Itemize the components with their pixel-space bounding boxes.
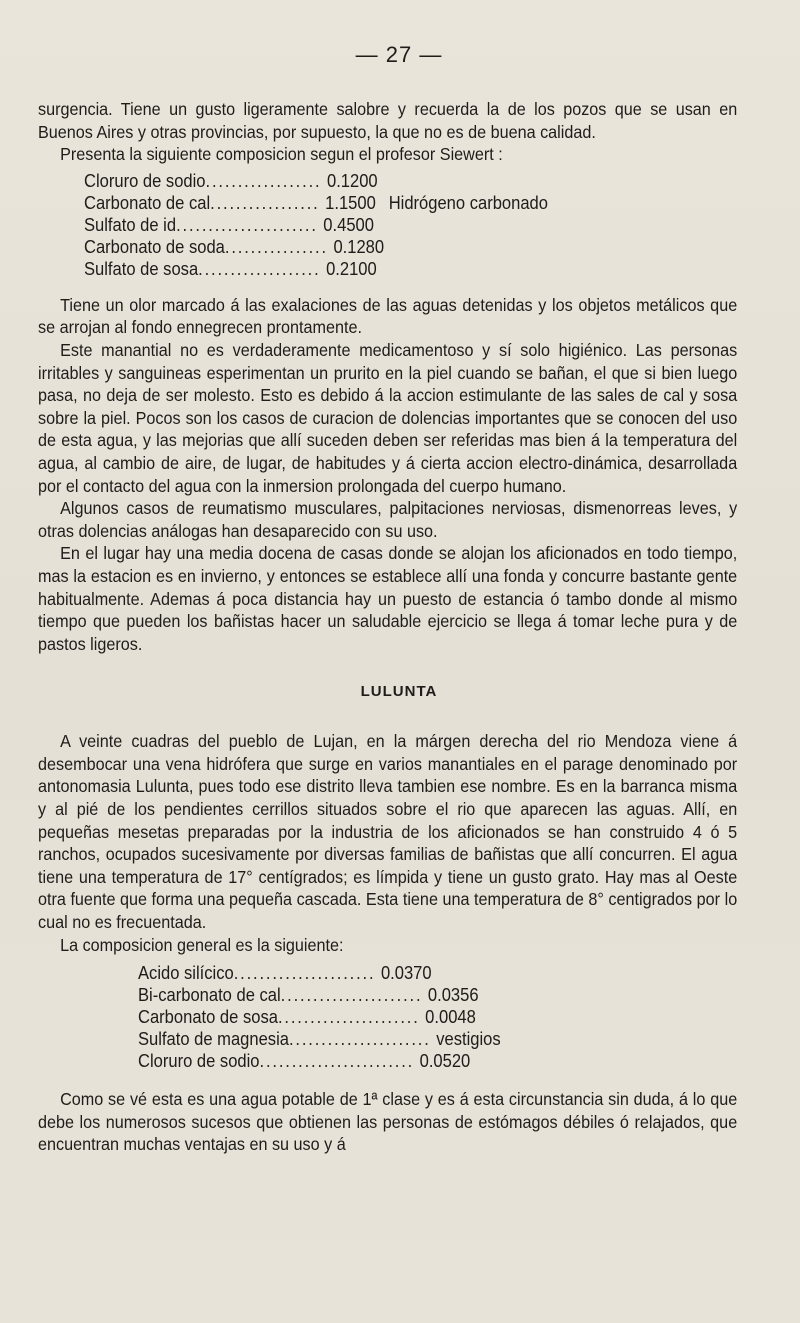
substance-name: Cloruro de sodio [84,170,206,191]
substance-value: 0.0048 [425,1007,476,1028]
leader-dots: ................. [210,192,320,213]
substance-name: Bi-carbonato de cal [138,985,281,1006]
body-paragraph: Tiene un olor marcado á las exalaciones de las aguas detenidas y los objetos metálicos que se arrojan al fondo ennegrecen prontamente. [38,294,738,338]
substance-value: 0.1200 [326,170,378,191]
substance-value: 0.1280 [333,236,385,257]
page-number: — 27 — [355,42,443,67]
closing-paragraph: Como se vé esta es una agua potable de 1ª clase y es á esta circunstancia sin duda, á lo que debe los numerosos sucesos que obtienen las personas de estómagos débiles ó relajados, que encuentran muchas ventajas en su uso y á [38,1089,738,1155]
body-paragraph: A veinte cuadras del pueblo de Lujan, en la márgen derecha del rio Mendoza viene á desembocar una vena hidrófera que surge en varios manantiales en el parage denominado por antonomasia Lulunta, pues todo ese distrito lleva tambien ese nombre. Es en la barranca misma y al pié de los pendientes cerrillos situados sobre el rio que aparecen las aguas. Allí, en pequeñas mesetas preparadas por la industria de los aficionados se han construido 4 ó 5 ranchos, ocupados sucesivamente por diversas familias de bañistas que allí concurren. El agua tiene una temperatura de 17° centígrados; es límpida y tiene un gusto grato. Hay mas al Oeste otra fuente que forma una pequeña cascada. Esta tiene una temperatura de 8° centigrados por lo cual no es frecuentada. [38,731,738,933]
substance-value: vestigios [436,1029,501,1050]
intro-paragraph: surgencia. Tiene un gusto ligeramente salobre y recuerda la de los pozos que se usan en Buenos Aires y otras provincias, por supuesto, la que no es de buena calidad. [38,99,738,142]
leader-dots: ...................... [280,985,423,1006]
substance-name: Sulfato de magnesia [138,1029,289,1050]
leader-dots: .................. [205,170,322,191]
substance-value: 0.0356 [427,985,479,1006]
section-heading: LULUNTA [360,683,438,701]
substance-value: 0.0520 [419,1051,471,1072]
composition-table-2 [138,962,692,1072]
substance-name: Carbonato de soda [84,236,225,257]
composition-intro-1: Presenta la siguiente composicion segun el profesor Siewert : [60,144,503,165]
table-row [84,258,688,280]
body-paragraph: Este manantial no es verdaderamente medicamentoso y sí solo higiénico. Las personas irritables y sanguineas esperimentan un prurito en la piel cuando se bañan, el que si bien luego pasa, no deja de ser molesto. Esto es debido á la accion estimulante de las sales de cal y sosa sobre la piel. Pocos son los casos de curacion de dolencias importantes que se conocen del uso de esta agua, y las mejorias que allí suceden deben ser referidas mas bien á la temperatura del agua, al cambio de aire, de lugar, de habitudes y á cierta accion electro-dinámica, desarrollada por el contacto del agua con la inmersion prolongada del cuerpo humano. [38,339,738,496]
table-row [84,170,688,192]
substance-value: 0.4500 [323,214,374,235]
leader-dots: ...................... [176,214,318,235]
substance-value: 0.2100 [326,258,377,279]
table-row [84,236,688,258]
table-row [138,984,692,1006]
leader-dots: ................ [224,236,328,257]
body-paragraph: Algunos casos de reumatismo musculares, palpitaciones nerviosas, dismenorreas leves, y otras dolencias análogas han desaparecido con su uso. [38,498,738,541]
leader-dots: ...................... [288,1029,431,1050]
table-row [84,192,688,214]
substance-value: 0.0370 [380,963,432,984]
table-row [138,1050,692,1072]
table-row [84,214,688,236]
body-paragraph: En el lugar hay una media docena de casas donde se alojan los aficionados en todo tiempo, mas la estacion es en invierno, y entonces se establece allí una fonda y concurre bastante gente habitualmente. Ademas á poca distancia hay un puesto de estancia ó tambo donde al mismo tiempo que pueden los bañistas hacer un saludable ejercicio se llega á tomar leche pura y de pastos ligeros. [38,543,738,654]
substance-name: Carbonato de cal [84,192,211,213]
row-note: Hidrógeno carbonado [388,192,548,213]
leader-dots: ...................... [233,963,376,984]
substance-name: Sulfato de id [84,214,177,235]
table-row [138,1028,692,1050]
composition-intro-2: La composicion general es la siguiente: [60,934,344,955]
substance-name: Cloruro de sodio [138,1051,260,1072]
composition-table-1 [84,170,688,280]
table-row [138,962,692,984]
substance-name: Sulfato de sosa [84,258,199,279]
substance-name: Carbonato de sosa [138,1007,278,1028]
leader-dots: ...................... [277,1007,420,1028]
leader-dots: ........................ [259,1051,415,1072]
leader-dots: ................... [198,258,321,279]
table-row [138,1006,692,1028]
substance-value: 1.1500 [325,192,376,213]
substance-name: Acido silícico [138,963,234,984]
